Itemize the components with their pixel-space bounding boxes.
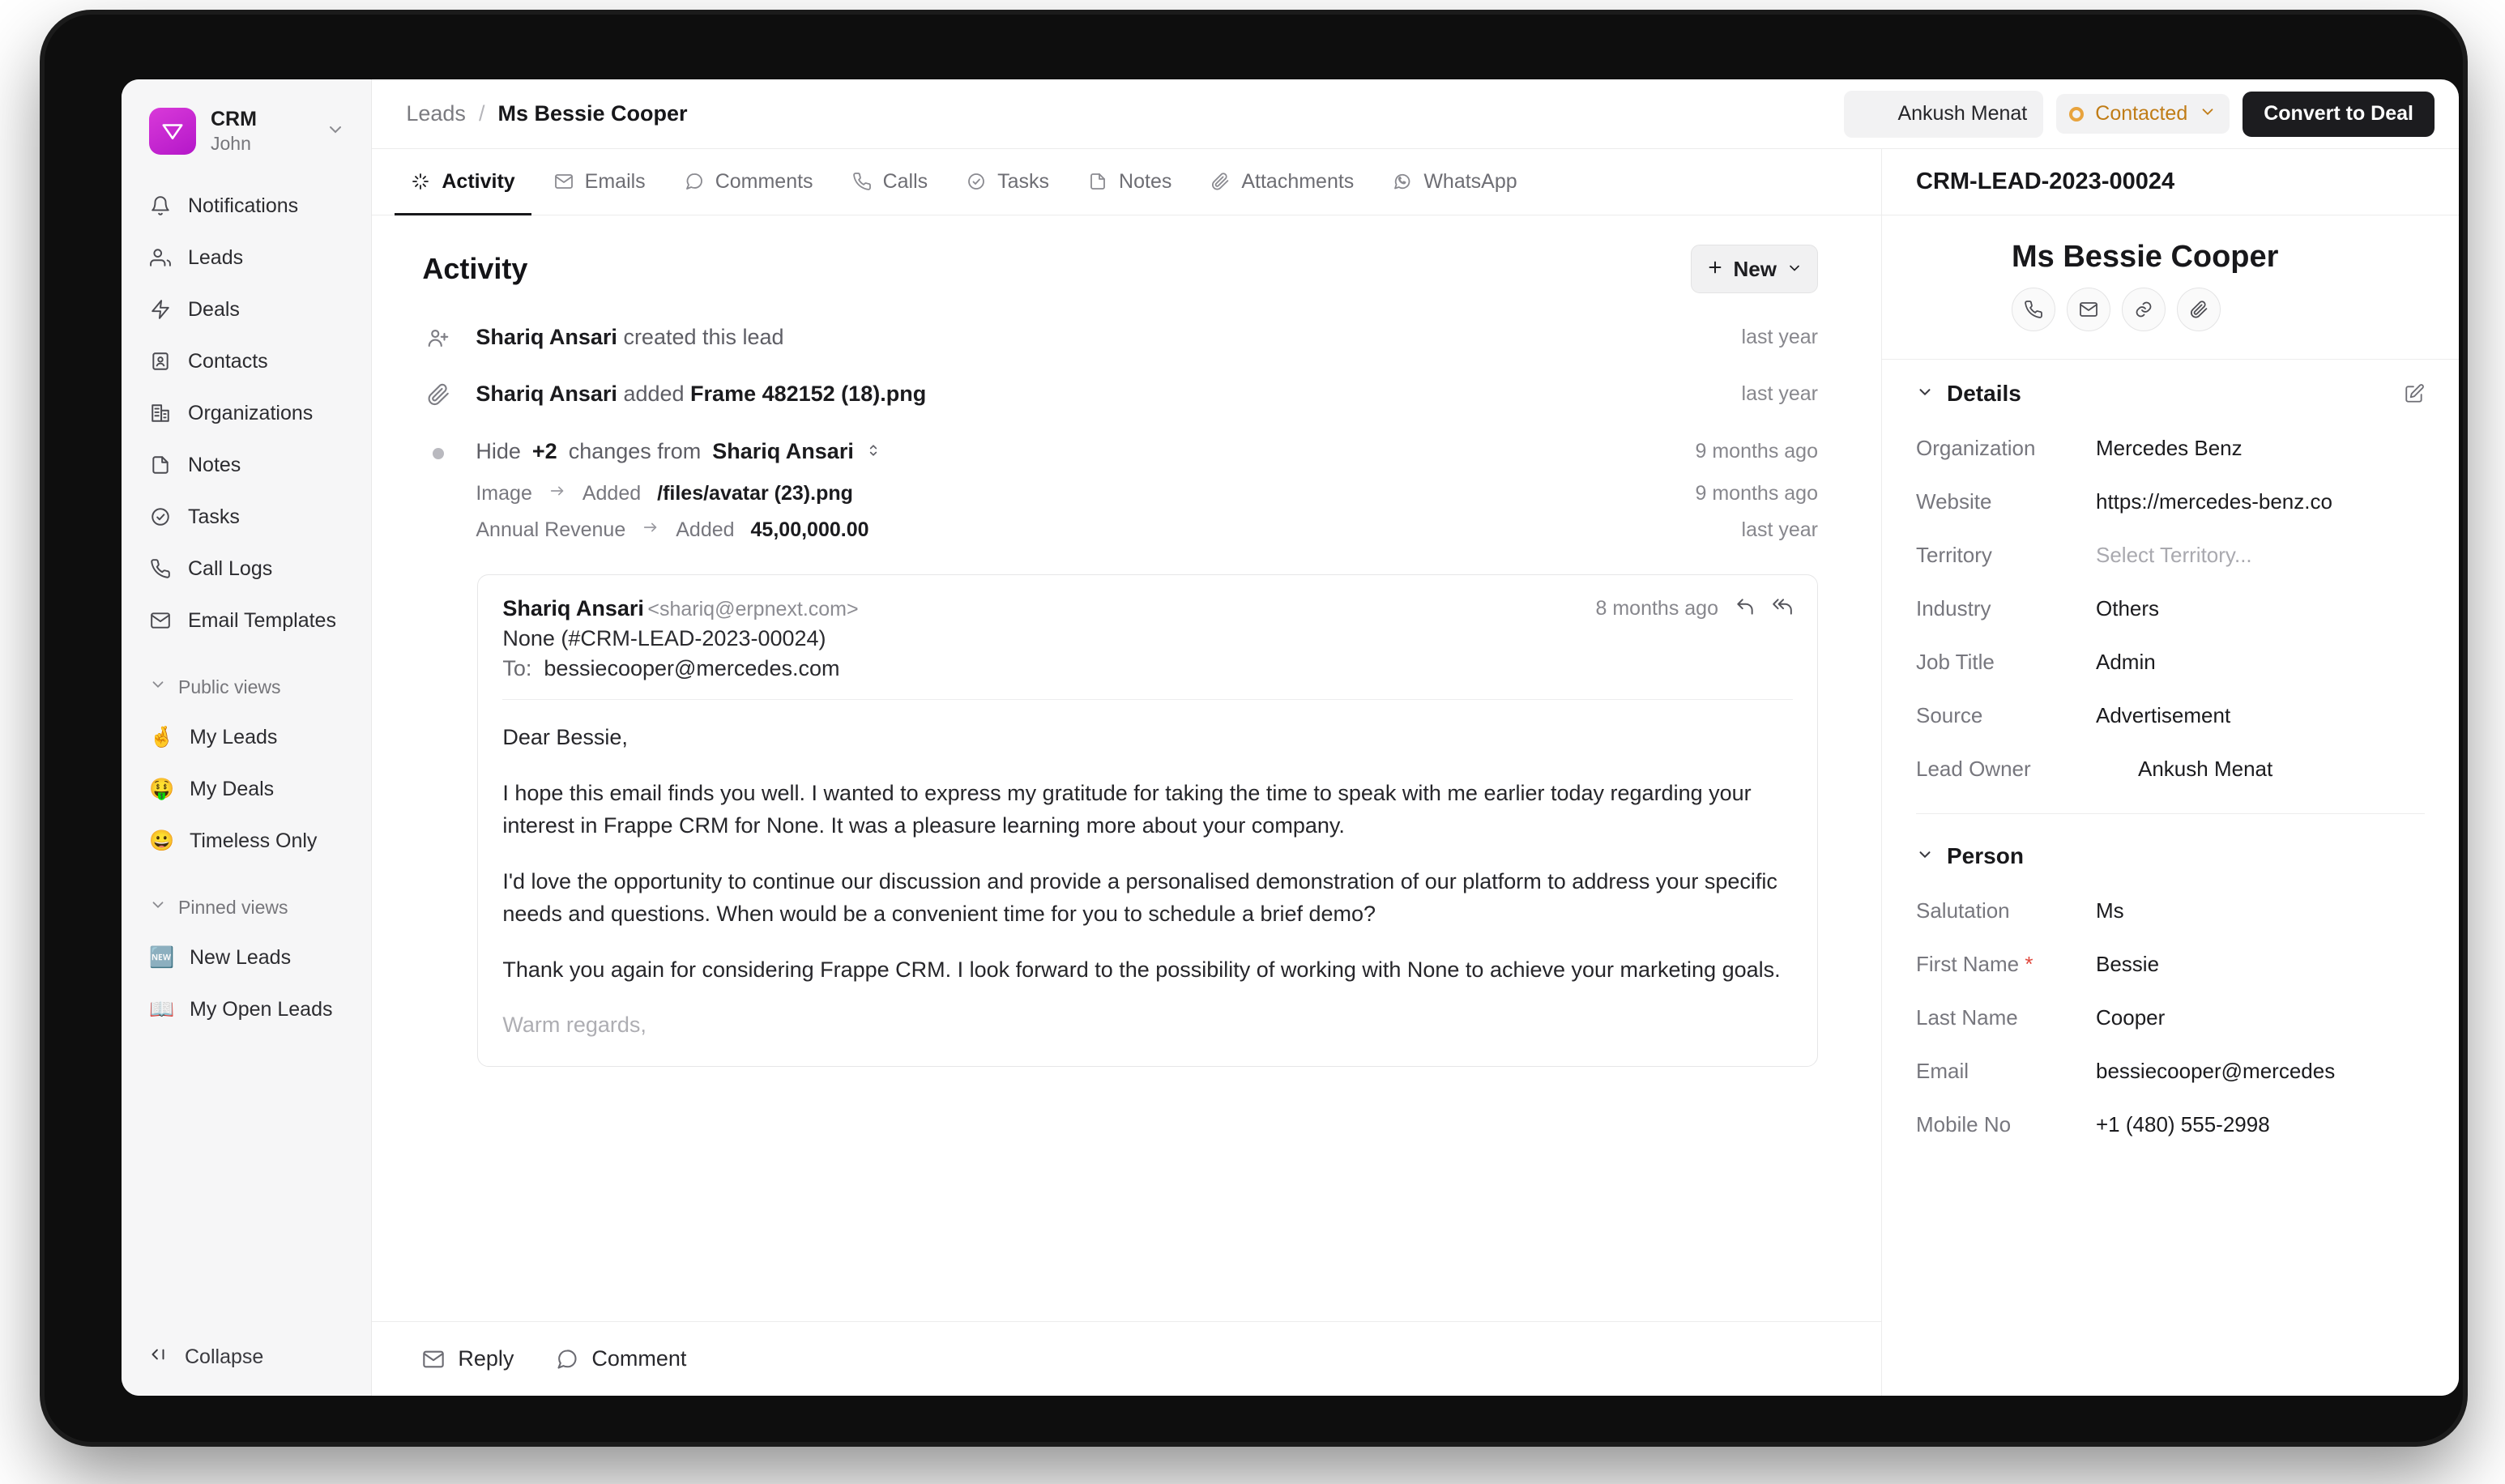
sidebar-item-notes[interactable] xyxy=(136,439,356,491)
email-body xyxy=(502,699,1793,1042)
change-row xyxy=(476,482,1818,505)
sidebar-item-label: Leads xyxy=(188,245,244,269)
collapse-sidebar-button[interactable] xyxy=(122,1331,371,1383)
email-paragraph: I'd love the opportunity to continue our discussion and provide a personalised demonstration of our platform to address your specific needs and questions. When would be a convenient time for you to schedule a brief demo? xyxy=(502,868,1777,927)
notes-icon xyxy=(149,454,172,476)
tab-label: Notes xyxy=(1119,169,1172,193)
convert-to-deal-button[interactable]: Convert to Deal xyxy=(2243,92,2435,137)
arrow-right-icon xyxy=(548,482,566,505)
content-area xyxy=(372,149,2459,1396)
tab-whatsapp[interactable] xyxy=(1376,150,1533,215)
field-label: Job Title xyxy=(1916,649,1995,674)
field-value[interactable]: Mercedes Benz xyxy=(2096,435,2243,460)
sidebar-item-my-leads[interactable] xyxy=(136,711,356,763)
avatar xyxy=(1852,97,1886,131)
field-value[interactable]: Admin xyxy=(2096,649,2156,674)
sidebar-item-label: Notes xyxy=(188,453,241,476)
field-mobile-no xyxy=(1916,1098,2425,1151)
email-from: Shariq Ansari xyxy=(502,596,644,621)
phone-icon[interactable] xyxy=(2012,288,2055,331)
change-field: Annual Revenue xyxy=(476,518,626,542)
avatar xyxy=(2096,753,2127,784)
arrow-right-icon xyxy=(642,518,659,542)
activity-text xyxy=(476,379,1720,408)
activity-footer-actions xyxy=(372,1321,1881,1396)
person-title: Person xyxy=(1947,843,2024,868)
email-activity xyxy=(422,574,1818,1067)
money-face-emoji-icon: 🤑 xyxy=(149,777,175,800)
field-job-title xyxy=(1916,635,2425,689)
field-label: Salutation xyxy=(1916,898,2010,923)
edit-icon[interactable] xyxy=(2404,383,2425,404)
sidebar-item-label: My Leads xyxy=(190,725,278,748)
tab-attachments[interactable] xyxy=(1194,150,1370,215)
activity-actor: Shariq Ansari xyxy=(476,325,617,349)
new-activity-button[interactable] xyxy=(1691,245,1818,293)
tab-label: Comments xyxy=(715,169,813,193)
sidebar-item-label: Organizations xyxy=(188,401,314,424)
bell-icon xyxy=(149,194,172,217)
mail-icon xyxy=(422,1348,445,1371)
comment-button[interactable] xyxy=(556,1346,686,1371)
contacts-icon xyxy=(149,350,172,373)
tab-emails[interactable] xyxy=(538,150,662,215)
field-label: Website xyxy=(1916,488,1992,514)
change-value: 45,00,000.00 xyxy=(750,518,869,542)
sidebar-item-notifications[interactable] xyxy=(136,180,356,232)
main-area xyxy=(372,79,2459,1396)
app-switcher[interactable] xyxy=(143,100,353,162)
field-email xyxy=(1916,1044,2425,1098)
tasks-icon xyxy=(149,505,172,528)
divider xyxy=(1916,813,2425,814)
sidebar-item-timeless-only[interactable] xyxy=(136,815,356,867)
chevron-down-icon xyxy=(2199,103,2217,125)
sidebar xyxy=(122,79,372,1396)
sidebar-item-label: Deals xyxy=(188,297,240,321)
sidebar-item-tasks[interactable] xyxy=(136,491,356,543)
field-source xyxy=(1916,689,2425,742)
required-marker: * xyxy=(2025,951,2033,976)
field-value[interactable]: bessiecooper@mercedes xyxy=(2096,1058,2336,1083)
email-actions xyxy=(1596,596,1794,621)
email-to-label: To: xyxy=(502,656,532,681)
email-paragraph: Thank you again for considering Frappe CRM. I look forward to the possibility of working with None to achieve your marketing goals. xyxy=(502,957,1781,982)
field-organization xyxy=(1916,421,2425,475)
device-frame xyxy=(45,15,2463,1442)
leads-icon xyxy=(149,246,172,269)
activity-icon xyxy=(411,172,430,191)
activity-text xyxy=(476,322,1720,352)
details-section xyxy=(1882,360,2459,822)
field-salutation xyxy=(1916,884,2425,937)
attachment-icon[interactable] xyxy=(2177,288,2221,331)
email-meta xyxy=(502,596,858,681)
field-lead-owner xyxy=(1916,742,2425,795)
app-screen xyxy=(122,79,2459,1396)
status-badge[interactable] xyxy=(2056,94,2230,134)
avatar[interactable] xyxy=(1916,249,1991,323)
attachment-icon xyxy=(422,379,454,407)
status-label: Contacted xyxy=(2095,102,2188,125)
group-actor: Shariq Ansari xyxy=(712,438,854,463)
sidebar-item-deals[interactable] xyxy=(136,284,356,335)
sort-icon[interactable] xyxy=(865,437,881,466)
activity-action: created this lead xyxy=(623,325,784,349)
sidebar-group-label: Pinned views xyxy=(178,896,288,918)
activity-time: last year xyxy=(1741,382,1818,406)
sidebar-item-label: Contacts xyxy=(188,349,268,373)
chevron-down-icon xyxy=(326,120,345,143)
reply-button[interactable] xyxy=(422,1346,514,1371)
lead-owner-name: Ankush Menat xyxy=(1897,102,2028,125)
change-time: last year xyxy=(1741,518,1818,542)
status-dot-icon xyxy=(2069,107,2084,122)
tab-label: Activity xyxy=(442,169,515,193)
email-from-line xyxy=(502,596,858,621)
collapse-label: Collapse xyxy=(185,1345,264,1368)
avatar xyxy=(422,579,456,613)
tab-comments[interactable] xyxy=(668,150,830,215)
sidebar-item-leads[interactable] xyxy=(136,232,356,284)
collapse-icon xyxy=(147,1344,169,1371)
field-label: Lead Owner xyxy=(1916,756,2031,781)
tab-activity[interactable] xyxy=(395,150,531,215)
page-title: Activity xyxy=(422,252,528,285)
email-to-address: bessiecooper@mercedes.com xyxy=(544,656,840,681)
activity-header xyxy=(422,245,1818,293)
person-block xyxy=(2012,240,2278,331)
sidebar-item-label: Notifications xyxy=(188,194,299,217)
activity-action: added xyxy=(623,382,685,407)
plus-icon xyxy=(1706,257,1724,282)
organizations-icon xyxy=(149,402,172,424)
activity-feed xyxy=(372,215,1881,1321)
sidebar-item-label: Email Templates xyxy=(188,608,336,632)
field-label: Industry xyxy=(1916,595,1991,620)
app-title: CRM xyxy=(211,108,257,130)
hide-label: Hide xyxy=(476,438,521,463)
new-activity-label: New xyxy=(1733,256,1777,281)
task-icon xyxy=(967,172,986,191)
new-emoji-icon: 🆕 xyxy=(149,945,175,969)
sidebar-item-organizations[interactable] xyxy=(136,387,356,439)
field-label: Source xyxy=(1916,702,1983,727)
sidebar-item-my-open-leads[interactable] xyxy=(136,983,356,1035)
sidebar-item-label: My Open Leads xyxy=(190,997,333,1021)
app-user: John xyxy=(211,133,251,155)
chevron-down-icon xyxy=(149,896,167,919)
link-icon[interactable] xyxy=(2122,288,2166,331)
field-value[interactable]: Cooper xyxy=(2096,1004,2166,1030)
activity-group-toggle[interactable] xyxy=(476,437,1674,466)
email-subject: None (#CRM-LEAD-2023-00024) xyxy=(502,626,826,651)
field-value[interactable]: +1 (480) 555-2998 xyxy=(2096,1111,2270,1136)
tab-notes[interactable] xyxy=(1072,150,1188,215)
details-title: Details xyxy=(1947,381,2021,406)
activity-time: last year xyxy=(1741,326,1818,348)
sidebar-item-label: Call Logs xyxy=(188,556,273,580)
change-count: +2 xyxy=(531,438,557,463)
field-label: Organization xyxy=(1916,435,2036,460)
field-label: First Name * xyxy=(1916,951,2033,976)
sidebar-group-pinned-views[interactable] xyxy=(136,888,356,927)
changes-label: changes from xyxy=(568,438,702,463)
email-closing: Warm regards, xyxy=(502,1013,647,1038)
book-emoji-icon: 📖 xyxy=(149,997,175,1021)
note-icon xyxy=(1088,172,1107,191)
tab-calls[interactable] xyxy=(836,150,945,215)
tabbar xyxy=(372,149,1881,215)
email-card[interactable] xyxy=(477,574,1818,1067)
change-time: 9 months ago xyxy=(1695,482,1818,505)
email-paragraph: Dear Bessie, xyxy=(502,725,628,750)
record-id-header xyxy=(1882,149,2459,215)
comment-icon xyxy=(556,1348,578,1371)
field-label: Last Name xyxy=(1916,1004,2018,1030)
field-last-name xyxy=(1916,991,2425,1044)
chevron-down-icon xyxy=(149,676,167,698)
field-label: Territory xyxy=(1916,542,1992,567)
sidebar-group-public-views[interactable] xyxy=(136,667,356,706)
person-section xyxy=(1882,822,2459,1159)
person-name: Ms Bessie Cooper xyxy=(2012,240,2279,274)
record-person-header xyxy=(1882,215,2459,360)
app-meta xyxy=(211,107,311,156)
email-from-address: <shariq@erpnext.com> xyxy=(647,598,859,621)
deals-icon xyxy=(149,298,172,321)
user-add-icon xyxy=(422,322,454,350)
email-paragraph: I hope this email finds you well. I wanted to express my gratitude for taking the time to speak with me earlier today regarding your interest in Frappe CRM for None. It was a pleasure learning more about your company. xyxy=(502,780,1752,838)
field-value[interactable]: Ms xyxy=(2096,898,2124,923)
field-value[interactable]: Bessie xyxy=(2096,951,2160,976)
hand-emoji-icon: 🤞 xyxy=(149,725,175,748)
sidebar-item-new-leads[interactable] xyxy=(136,932,356,983)
activity-object: Frame 482152 (18).png xyxy=(690,382,927,407)
details-section-header[interactable] xyxy=(1916,381,2425,407)
field-label: Email xyxy=(1916,1058,1969,1083)
change-field: Image xyxy=(476,482,532,505)
field-value: Ankush Menat xyxy=(2138,756,2273,781)
change-value: /files/avatar (23).png xyxy=(657,482,853,505)
reply-label: Reply xyxy=(458,1346,514,1371)
comment-icon xyxy=(685,172,704,191)
activity-item xyxy=(422,322,1818,352)
sidebar-item-label: Timeless Only xyxy=(190,829,318,852)
reply-all-icon[interactable] xyxy=(1772,596,1793,621)
activity-item xyxy=(422,379,1818,408)
field-territory xyxy=(1916,528,2425,582)
field-label: Mobile No xyxy=(1916,1111,2012,1136)
activity-group-toggle-row xyxy=(422,437,1818,466)
tab-label: Tasks xyxy=(997,169,1050,193)
lead-owner-selector[interactable] xyxy=(1844,91,2043,138)
details-panel xyxy=(1882,149,2459,1396)
breadcrumb-separator: / xyxy=(478,101,485,126)
email-time: 8 months ago xyxy=(1595,597,1718,620)
field-first-name xyxy=(1916,937,2425,991)
record-id: CRM-LEAD-2023-00024 xyxy=(1916,168,2175,194)
tab-label: Emails xyxy=(584,169,646,193)
sidebar-item-my-deals[interactable] xyxy=(136,763,356,815)
whatsapp-icon xyxy=(1393,172,1412,191)
sidebar-group-label: Public views xyxy=(178,676,281,697)
tab-label: WhatsApp xyxy=(1423,169,1517,193)
topbar xyxy=(372,79,2459,149)
sidebar-item-email-templates[interactable] xyxy=(136,595,356,646)
reply-icon[interactable] xyxy=(1735,596,1756,621)
field-value[interactable]: Select Territory... xyxy=(2096,542,2252,567)
smile-emoji-icon: 😀 xyxy=(149,829,175,852)
field-industry xyxy=(1916,582,2425,635)
phone-icon xyxy=(149,557,172,580)
change-action: Added xyxy=(676,518,735,542)
tab-tasks[interactable] xyxy=(950,150,1065,215)
email-header xyxy=(502,596,1793,681)
comment-label: Comment xyxy=(591,1346,687,1371)
mail-icon[interactable] xyxy=(2067,288,2110,331)
activity-group-time: 9 months ago xyxy=(1695,439,1818,463)
center-column xyxy=(372,149,1882,1396)
breadcrumb-current[interactable]: Ms Bessie Cooper xyxy=(497,101,688,126)
bullet-icon xyxy=(422,437,454,459)
activity-actor: Shariq Ansari xyxy=(476,382,617,407)
chevron-down-icon xyxy=(1916,846,1934,868)
sidebar-item-call-logs[interactable] xyxy=(136,543,356,595)
attachment-icon xyxy=(1210,172,1230,191)
email-to-line xyxy=(502,656,858,681)
field-value[interactable]: https://mercedes-benz.co xyxy=(2096,488,2332,514)
quick-actions xyxy=(2012,288,2278,331)
person-section-header[interactable] xyxy=(1916,843,2425,869)
phone-icon xyxy=(852,172,872,191)
tab-label: Attachments xyxy=(1241,169,1355,193)
sidebar-item-label: New Leads xyxy=(190,945,292,969)
field-value[interactable]: Others xyxy=(2096,595,2160,620)
email-icon xyxy=(554,172,574,191)
crm-logo-icon xyxy=(149,108,196,155)
breadcrumb-leads[interactable]: Leads xyxy=(406,101,466,126)
field-value-wrapper[interactable] xyxy=(2096,753,2425,784)
tab-label: Calls xyxy=(882,169,928,193)
sidebar-item-contacts[interactable] xyxy=(136,335,356,387)
change-action: Added xyxy=(582,482,642,505)
field-value[interactable]: Advertisement xyxy=(2096,702,2231,727)
sidebar-item-label: Tasks xyxy=(188,505,240,528)
mail-icon xyxy=(149,609,172,632)
change-row xyxy=(476,518,1818,542)
field-website xyxy=(1916,475,2425,528)
sidebar-item-label: My Deals xyxy=(190,777,275,800)
chevron-down-icon xyxy=(1786,257,1803,282)
chevron-down-icon xyxy=(1916,383,1934,405)
